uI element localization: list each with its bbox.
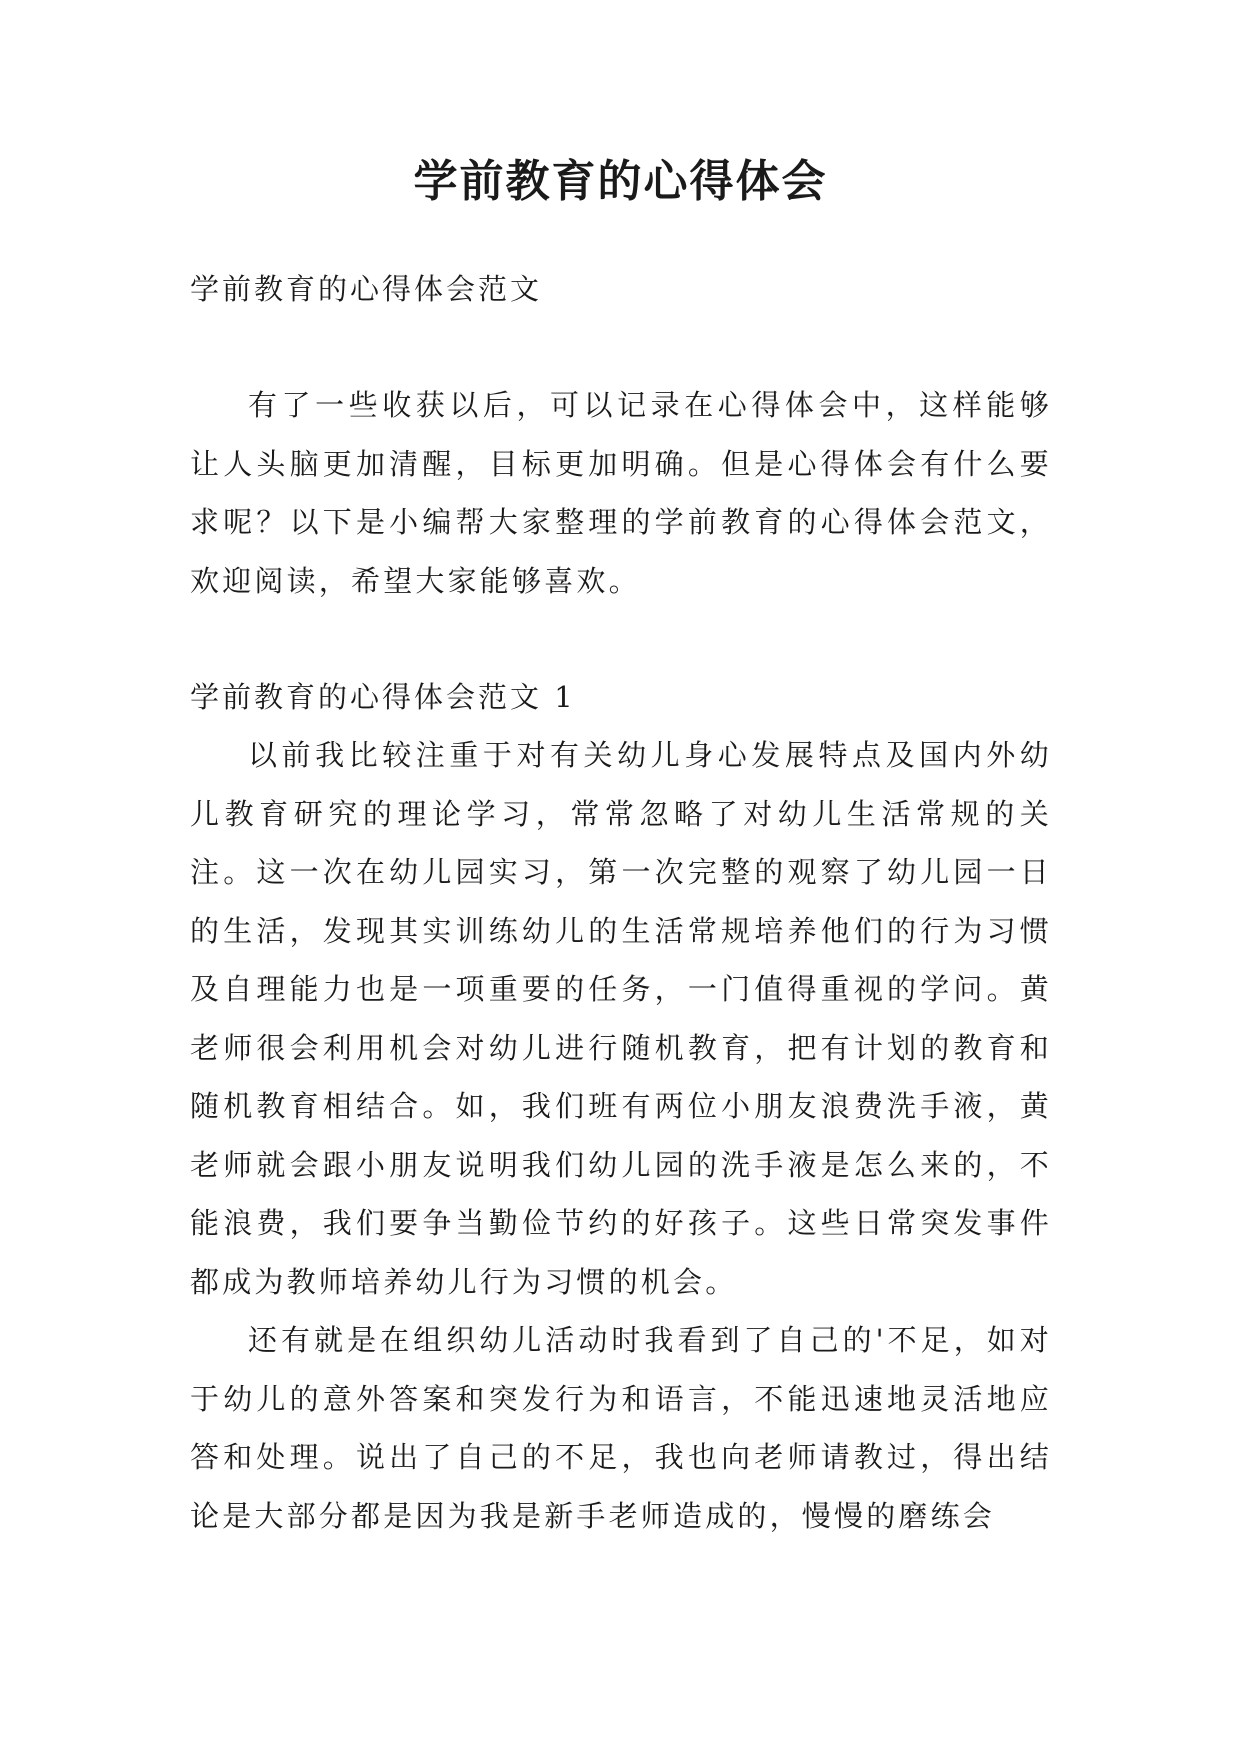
- document-subtitle: 学前教育的心得体会范文: [190, 272, 543, 306]
- section1-paragraph-2: 还有就是在组织幼儿活动时我看到了自己的'不足，如对于幼儿的意外答案和突发行为和语言，不能迅速地灵活地应答和处理。说出了自己的不足，我也向老师请教过，得出结论是大部分都是因为我是新手老师造成的，慢慢的磨练会: [190, 1323, 1052, 1533]
- document-title: 学前教育的心得体会: [413, 156, 828, 207]
- intro-paragraph: 有了一些收获以后，可以记录在心得体会中，这样能够让人头脑更加清醒，目标更加明确。但是心得体会有什么要求呢？以下是小编帮大家整理的学前教育的心得体会范文，欢迎阅读，希望大家能够喜欢。: [190, 388, 1052, 598]
- section-heading-1: 学前教育的心得体会范文 1: [190, 680, 576, 714]
- document-body: [190, 260, 1052, 1545]
- section1-paragraph-1: 以前我比较注重于对有关幼儿身心发展特点及国内外幼儿教育研究的理论学习，常常忽略了对幼儿生活常规的关注。这一次在幼儿园实习，第一次完整的观察了幼儿园一日的生活，发现其实训练幼儿的生活常规培养他们的行为习惯及自理能力也是一项重要的任务，一门值得重视的学问。黄老师很会利用机会对幼儿进行随机教育，把有计划的教育和随机教育相结合。如，我们班有两位小朋友浪费洗手液，黄老师就会跟小朋友说明我们幼儿园的洗手液是怎么来的，不能浪费，我们要争当勤俭节约的好孩子。这些日常突发事件都成为教师培养幼儿行为习惯的机会。: [190, 738, 1052, 1299]
